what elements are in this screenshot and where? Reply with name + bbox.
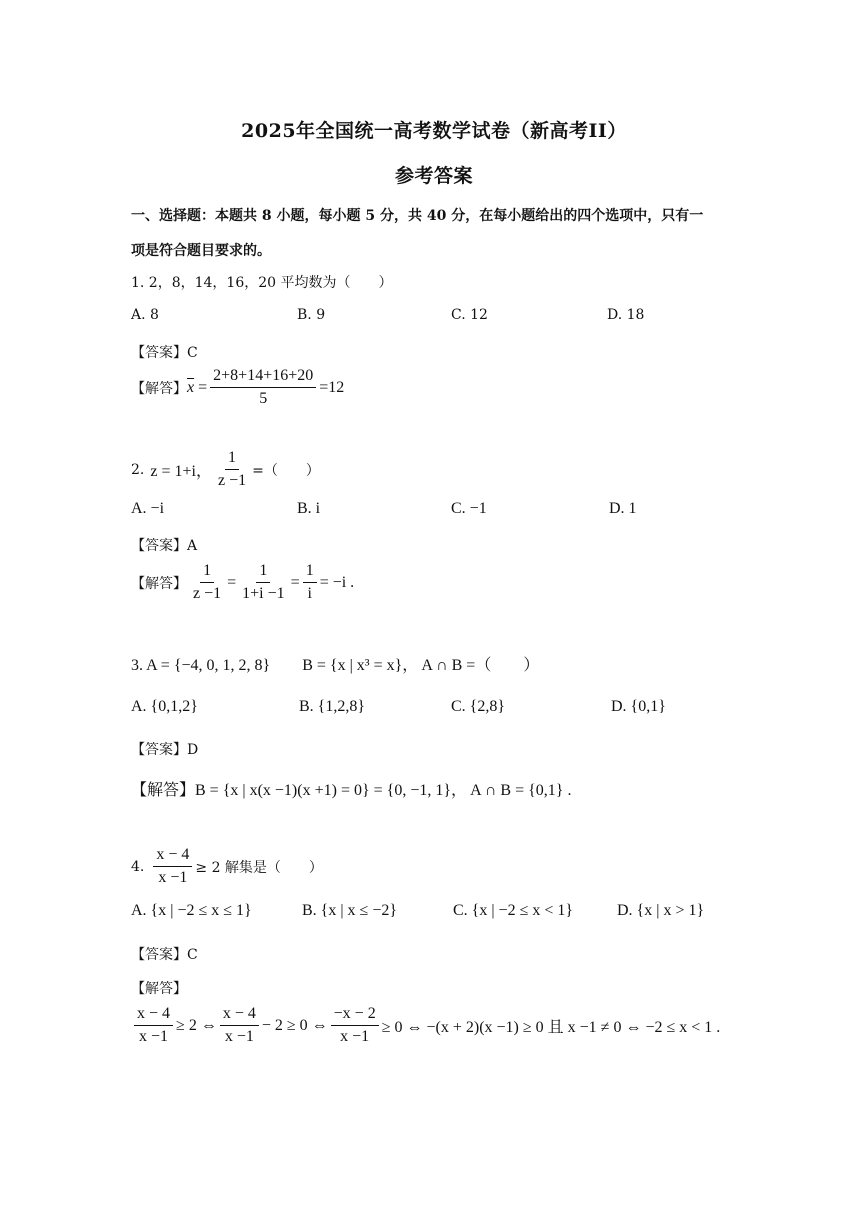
q4-stem-fraction xyxy=(153,845,192,888)
q2-option-d: D. 1 xyxy=(609,500,637,517)
q1-option-c: C. 12 xyxy=(451,307,488,323)
q3-solution: 【解答】B = {x | x(x −1)(x +1) = 0} = {0, −1, 1}， A ∩ B = {0,1} . xyxy=(131,782,572,799)
q3-option-c: C. {2,8} xyxy=(451,698,506,715)
q2-stem xyxy=(131,448,320,491)
q4-sol-fraction-3 xyxy=(331,1004,379,1047)
q1-mean-fraction xyxy=(210,366,316,409)
q2-solution-label: 【解答】 xyxy=(131,575,187,592)
q4-answer: 【答案】C xyxy=(131,947,198,963)
q1-answer: 【答案】C xyxy=(131,345,198,361)
q2-sol-fraction-1 xyxy=(190,561,224,604)
q4-option-a: A. {x | −2 ≤ x ≤ 1} xyxy=(131,902,252,919)
q2-stem-tail: =（ ） xyxy=(252,462,320,479)
q3-answer: 【答案】D xyxy=(131,742,199,758)
q4-sol-step-2: − 2 ≥ 0 ⇔ xyxy=(261,1016,328,1034)
q4-sol-fraction-2 xyxy=(220,1004,259,1047)
page-subtitle: 参考答案 xyxy=(394,165,473,187)
section-heading-line1: 一、选择题：本题共 8 小题，每小题 5 分，共 40 分，在每小题给出的四个选项中，只有一 xyxy=(131,208,704,224)
q2-number: 2. xyxy=(131,461,145,478)
q2-sol-f2-denominator: 1+i −1 xyxy=(242,585,285,602)
q1-mean-numerator: 2+8+14+16+20 xyxy=(210,366,316,388)
q2-sol-fraction-3 xyxy=(303,561,317,604)
q4-number: 4. xyxy=(131,858,145,875)
q2-stem-fraction xyxy=(215,448,249,491)
q2-solution: 【解答】 $\frac{1}{z -1}$ = $\frac{1}{1+i -1}$ = $\frac{1}{i}$ = −i . xyxy=(131,562,355,602)
q2-sol-f3-denominator: i xyxy=(307,585,312,602)
q1-option-a: A. 8 xyxy=(131,307,159,323)
q3-option-d: D. {0,1} xyxy=(611,698,666,715)
q1-xbar-symbol: $\overline{x}$ = xyxy=(187,378,208,396)
q4-stem-numerator: x − 4 xyxy=(153,845,192,867)
q1-solution-label: 【解答】 xyxy=(131,380,187,397)
q3-option-b: B. {1,2,8} xyxy=(299,698,366,715)
q3-option-a: A. {0,1,2} xyxy=(131,698,198,715)
q2-sol-fraction-2 xyxy=(239,561,288,604)
q4-sol-f2-denominator: x −1 xyxy=(224,1028,254,1045)
q1-option-d: D. 18 xyxy=(607,307,645,323)
q2-sol-f3-numerator: 1 xyxy=(303,561,317,583)
q2-option-a: A. −i xyxy=(131,500,165,517)
q4-sol-step-3: ≥ 0 ⇔ −(x + 2)(x −1) ≥ 0 且 x −1 ≠ 0 ⇔ −2 ≤ x < 1 . xyxy=(381,1019,721,1036)
q2-answer: 【答案】A xyxy=(131,538,198,554)
q4-sol-f3-numerator: −x − 2 xyxy=(331,1004,379,1026)
q4-solution-label: 【解答】 xyxy=(131,981,187,997)
q1-stem: 1. 2，8，14，16，20 平均数为（ ） xyxy=(131,275,393,291)
q4-sol-step-1: ≥ 2 ⇔ xyxy=(176,1016,217,1034)
q1-mean-denominator: 5 xyxy=(259,390,268,407)
q4-stem xyxy=(131,845,323,888)
q4-option-b: B. {x | x ≤ −2} xyxy=(302,902,398,919)
q1-option-b: B. 9 xyxy=(297,307,326,323)
q2-stem-expression: z = 1+i， xyxy=(150,463,212,480)
q2-sol-f1-denominator: z −1 xyxy=(193,585,222,602)
page-title: 2025年全国统一高考数学试卷（新高考II） xyxy=(241,120,627,142)
q4-stem-tail: ≥ 2 解集是（ ） xyxy=(195,859,323,876)
q2-stem-denominator: z −1 xyxy=(217,472,247,489)
q4-sol-f3-denominator: x −1 xyxy=(340,1028,370,1045)
q4-sol-f1-numerator: x − 4 xyxy=(134,1004,173,1026)
q3-stem: 3. A = {−4, 0, 1, 2, 8} B = {x | x³ = x}， A ∩ B =（ ） xyxy=(131,657,540,674)
q1-solution xyxy=(131,366,344,409)
q2-option-c: C. −1 xyxy=(451,500,487,517)
q1-mean-result: =12 xyxy=(319,378,345,396)
q2-option-b: B. i xyxy=(297,500,321,517)
q4-solution xyxy=(131,1004,720,1047)
q2-sol-f1-numerator: 1 xyxy=(200,561,214,583)
q4-sol-f1-denominator: x −1 xyxy=(139,1028,169,1045)
q2-stem-numerator: 1 xyxy=(225,448,239,470)
q4-sol-fraction-1 xyxy=(134,1004,173,1047)
q4-option-d: D. {x | x > 1} xyxy=(617,902,705,919)
q2-sol-f2-numerator: 1 xyxy=(256,561,270,583)
q4-option-c: C. {x | −2 ≤ x < 1} xyxy=(453,902,574,919)
q4-sol-f2-numerator: x − 4 xyxy=(220,1004,259,1026)
section-heading-line2: 项是符合题目要求的。 xyxy=(131,243,271,259)
q2-sol-tail: = −i . xyxy=(319,573,355,591)
q4-stem-denominator: x −1 xyxy=(158,869,188,886)
